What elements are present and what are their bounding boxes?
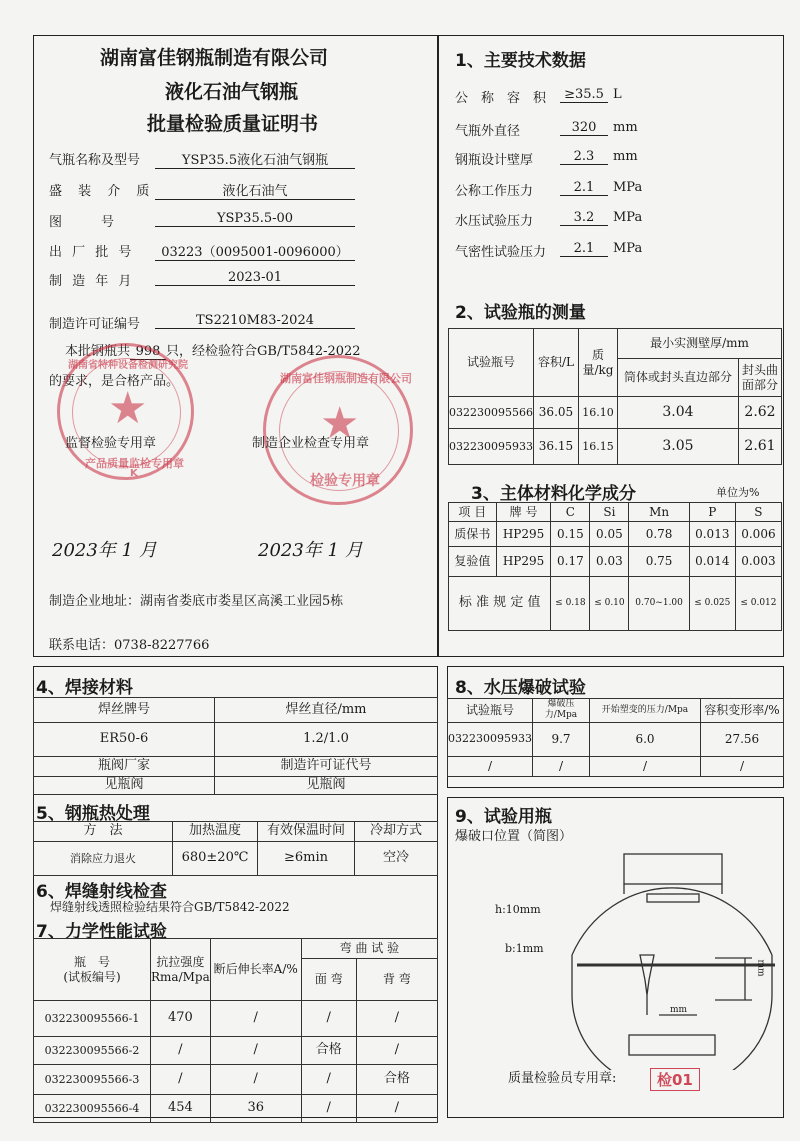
section-7-title: 7、力学性能试验 [36, 922, 167, 942]
chem-header: 牌 号 [496, 503, 551, 522]
h-volume-deform: 容积变形率/% [700, 699, 783, 723]
stamp-left-letter: K [130, 468, 138, 479]
burst-opening [640, 955, 654, 995]
mech-value: / [210, 1037, 301, 1065]
h-tensile: 抗拉强度Rma/Mpa [151, 939, 211, 1001]
row2-no: 032230095933 [449, 429, 534, 465]
star-icon: ★ [108, 383, 148, 434]
section-5-title: 5、钢瓶热处理 [36, 804, 150, 824]
valve-value: 见瓶阀 [34, 777, 215, 795]
burst-blank: / [589, 756, 700, 776]
section-2-title: 2、试验瓶的测量 [455, 303, 586, 323]
row2-head: 2.61 [738, 429, 781, 465]
chem-header: Mn [629, 503, 689, 522]
mech-row [34, 1001, 438, 1037]
bottle-foot-ring [629, 1035, 715, 1055]
h-hold: 有效保温时间 [258, 822, 355, 842]
mech-value: 合格 [301, 1037, 356, 1065]
h-specimen-1: 瓶 号 [73, 954, 110, 969]
std-value: 0.70~1.00 [629, 577, 689, 631]
row1-no: 032230095566 [449, 397, 534, 429]
spec-unit: mm [613, 149, 638, 164]
medium-label: 盛 装 介 质 [49, 184, 156, 199]
stamp-right-bottom: 检验专用章 [310, 473, 380, 489]
supervision-stamp-label: 监督检验专用章 [65, 436, 157, 451]
std-label: 标 准 规 定 值 [449, 577, 551, 631]
chem-cell: 质保书 [449, 522, 497, 547]
row2-vol: 36.15 [533, 429, 578, 465]
specimen-no: 032230095566-3 [34, 1065, 151, 1095]
section-3-unit: 单位为% [716, 486, 760, 499]
product-name: 液化石油气钢瓶 [165, 81, 299, 103]
mech-value: / [301, 1065, 356, 1095]
chem-header: S [735, 503, 781, 522]
bottle-valve-seat [647, 894, 699, 902]
mech-value: / [301, 1095, 356, 1123]
section-3-title: 3、主体材料化学成分 [471, 484, 636, 504]
h-burst-pressure: 爆破压力/Mpa [532, 699, 589, 723]
mechanical-table [33, 938, 438, 1123]
burst-blank: / [448, 756, 533, 776]
spec-label: 气瓶外直径 [455, 124, 521, 139]
temp-value: 680±20℃ [173, 842, 258, 876]
spec-unit: MPa [613, 210, 643, 225]
std-value: ≤ 0.18 [551, 577, 590, 631]
model-label: 气瓶名称及型号 [49, 153, 141, 168]
h-license: 制造许可证代号 [215, 757, 438, 777]
inspector-label: 质量检验员专用章: [508, 1071, 617, 1086]
drawing-value: YSP35.5-00 [155, 211, 355, 227]
mech-value: / [356, 1001, 437, 1037]
section-1-title: 1、主要技术数据 [455, 51, 586, 71]
method-value: 消除应力退火 [34, 842, 173, 876]
mech-row [34, 1095, 438, 1123]
h-method: 方 法 [34, 822, 173, 842]
chem-cell: 0.03 [590, 547, 629, 577]
spec-label: 水压试验压力 [455, 214, 534, 229]
chem-cell: 0.75 [629, 547, 689, 577]
section-6-title: 6、焊缝射线检查 [36, 882, 167, 902]
spec-value: 320 [560, 120, 608, 136]
h-burst-no: 试验瓶号 [448, 699, 533, 723]
chem-header: Si [590, 503, 629, 522]
chem-header: P [689, 503, 735, 522]
chem-header: 项 目 [449, 503, 497, 522]
bottle-shoulder [572, 888, 772, 955]
statement-qty: 998 [130, 344, 166, 360]
h-specimen [34, 939, 151, 1001]
batch-label: 出 厂 批 号 [49, 245, 135, 260]
specimen-no: 032230095566-1 [34, 1001, 151, 1037]
year-value: 2023-01 [155, 270, 355, 286]
spec-unit: mm [613, 120, 638, 135]
stamp-left-bottom: 产品质量监检专用章 [85, 457, 184, 470]
stamp-right-top: 湖南富佳钢瓶制造有限公司 [280, 372, 412, 385]
license-label: 制造许可证编号 [49, 317, 141, 332]
address: 制造企业地址：湖南省娄底市娄星区高溪工业园5栋 [49, 594, 344, 609]
h-face-bend: 面 弯 [301, 959, 356, 1001]
h-elongation: 断后伸长率A/% [210, 939, 301, 1001]
h-valve: 瓶阀厂家 [34, 757, 215, 777]
drawing-label: 图 号 [49, 215, 115, 230]
year-label: 制 造 年 月 [49, 274, 135, 289]
mech-row [34, 1065, 438, 1095]
h-back-bend: 背 弯 [356, 959, 437, 1001]
h-specimen-2: (试板编号) [63, 969, 121, 984]
specimen-no: 032230095566-4 [34, 1095, 151, 1123]
company-stamp-label: 制造企业检查专用章 [252, 436, 370, 451]
h-wire: 焊丝牌号 [34, 698, 215, 723]
row1-vol: 36.05 [533, 397, 578, 429]
spec-label: 气密性试验压力 [455, 245, 547, 260]
spec-label: 公称工作压力 [455, 184, 534, 199]
medium-value: 液化石油气 [155, 180, 355, 200]
cooling-value: 空冷 [355, 842, 438, 876]
stamp-left-top: 湖南省特种设备检测研究院 [68, 360, 188, 371]
h-label: h:10mm [495, 903, 541, 916]
burst-blank: / [532, 756, 589, 776]
chem-cell: 0.15 [551, 522, 590, 547]
mech-value: / [210, 1065, 301, 1095]
statement-c: 的要求，是合格产品。 [49, 374, 180, 389]
mech-value: 470 [151, 1001, 211, 1037]
mech-row [34, 1037, 438, 1065]
spec-value: 2.1 [560, 180, 608, 196]
hold-value: ≥6min [258, 842, 355, 876]
statement-b: 只，经检验符合GB/T5842-2022 [166, 344, 361, 359]
row2-body: 3.05 [617, 429, 738, 465]
spec-value: 2.1 [560, 241, 608, 257]
mech-value: 36 [210, 1095, 301, 1123]
b-label: b:1mm [505, 942, 544, 955]
chem-cell: 0.013 [689, 522, 735, 547]
dia-value: 1.2/1.0 [215, 723, 438, 757]
measurement-table [448, 328, 782, 465]
std-value: ≤ 0.025 [689, 577, 735, 631]
date-left: 2023年 1 月 [52, 540, 157, 561]
spec-unit: MPa [613, 241, 643, 256]
chem-cell: 0.006 [735, 522, 781, 547]
chem-cell: HP295 [496, 547, 551, 577]
row1-body: 3.04 [617, 397, 738, 429]
heat-treatment-table [33, 821, 438, 876]
burst-diagram [447, 840, 784, 1070]
burst-table [447, 698, 784, 777]
mech-value: 454 [151, 1095, 211, 1123]
h-min-thickness: 最小实测壁厚/mm [617, 329, 781, 359]
wire-value: ER50-6 [34, 723, 215, 757]
chem-cell: HP295 [496, 522, 551, 547]
license-code-value: 见瓶阀 [215, 777, 438, 795]
mech-value: / [356, 1037, 437, 1065]
chem-cell: 0.78 [629, 522, 689, 547]
welding-table [33, 697, 438, 795]
chem-cell: 0.014 [689, 547, 735, 577]
phone: 联系电话：0738-8227766 [49, 638, 210, 653]
chem-cell: 0.17 [551, 547, 590, 577]
burst-no: 032230095933 [448, 722, 533, 756]
spec-label: 公 称 容 积 [455, 91, 547, 106]
std-value: ≤ 0.10 [590, 577, 629, 631]
bottle-collar [624, 854, 722, 884]
mech-value: / [210, 1001, 301, 1037]
row1-mass: 16.10 [578, 397, 617, 429]
h-yield-pressure: 开始塑变的压力/Mpa [589, 699, 700, 723]
h-body: 筒体或封头直边部分 [617, 359, 738, 397]
model-value: YSP35.5液化石油气钢瓶 [155, 149, 355, 169]
specimen-no: 032230095566-2 [34, 1037, 151, 1065]
spec-value: 3.2 [560, 210, 608, 226]
chem-cell: 0.05 [590, 522, 629, 547]
company-name: 湖南富佳钢瓶制造有限公司 [100, 47, 329, 69]
chem-cell: 复验值 [449, 547, 497, 577]
volume-deform: 27.56 [700, 722, 783, 756]
h-head: 封头曲面部分 [738, 359, 781, 397]
section-9-title: 9、试验用瓶 [455, 807, 552, 827]
spec-unit: MPa [613, 180, 643, 195]
mech-value: / [356, 1095, 437, 1123]
spec-value: 2.3 [560, 149, 608, 165]
h-bend: 弯 曲 试 验 [301, 939, 437, 959]
burst-blank: / [700, 756, 783, 776]
chemistry-table [448, 502, 782, 631]
chem-header: C [551, 503, 590, 522]
section-4-title: 4、焊接材料 [36, 678, 133, 698]
h-cooling: 冷却方式 [355, 822, 438, 842]
section-8-title: 8、水压爆破试验 [455, 678, 586, 698]
mech-value: / [151, 1037, 211, 1065]
statement-a: 本批钢瓶共 [65, 344, 131, 359]
yield-pressure: 6.0 [589, 722, 700, 756]
spec-value: ≥35.5 [560, 87, 608, 103]
chem-cell: 0.003 [735, 547, 781, 577]
row1-head: 2.62 [738, 397, 781, 429]
mech-value: / [301, 1001, 356, 1037]
date-right: 2023年 1 月 [258, 540, 363, 561]
std-value: ≤ 0.012 [735, 577, 781, 631]
row2-mass: 16.15 [578, 429, 617, 465]
mech-value: 合格 [356, 1065, 437, 1095]
dim-vertical: mm [755, 959, 766, 977]
mech-value: / [151, 1065, 211, 1095]
section-6-text: 焊缝射线透照检验结果符合GB/T5842-2022 [50, 900, 290, 914]
spec-label: 钢瓶设计壁厚 [455, 153, 534, 168]
h-temp: 加热温度 [173, 822, 258, 842]
burst-pressure: 9.7 [532, 722, 589, 756]
h-bottle-no: 试验瓶号 [449, 329, 534, 397]
license-value: TS2210M83-2024 [155, 313, 355, 329]
section-9-subtitle: 爆破口位置（简图） [455, 829, 573, 844]
batch-value: 03223（0095001-0096000） [155, 241, 355, 261]
dim-horizontal: mm [670, 1005, 688, 1015]
star-icon: ★ [320, 398, 360, 449]
document-title: 批量检验质量证明书 [147, 113, 319, 135]
h-mass: 质量/kg [578, 329, 617, 397]
inspector-stamp: 检01 [650, 1068, 700, 1091]
h-dia: 焊丝直径/mm [215, 698, 438, 723]
h-volume: 容积/L [533, 329, 578, 397]
spec-unit: L [613, 87, 622, 102]
